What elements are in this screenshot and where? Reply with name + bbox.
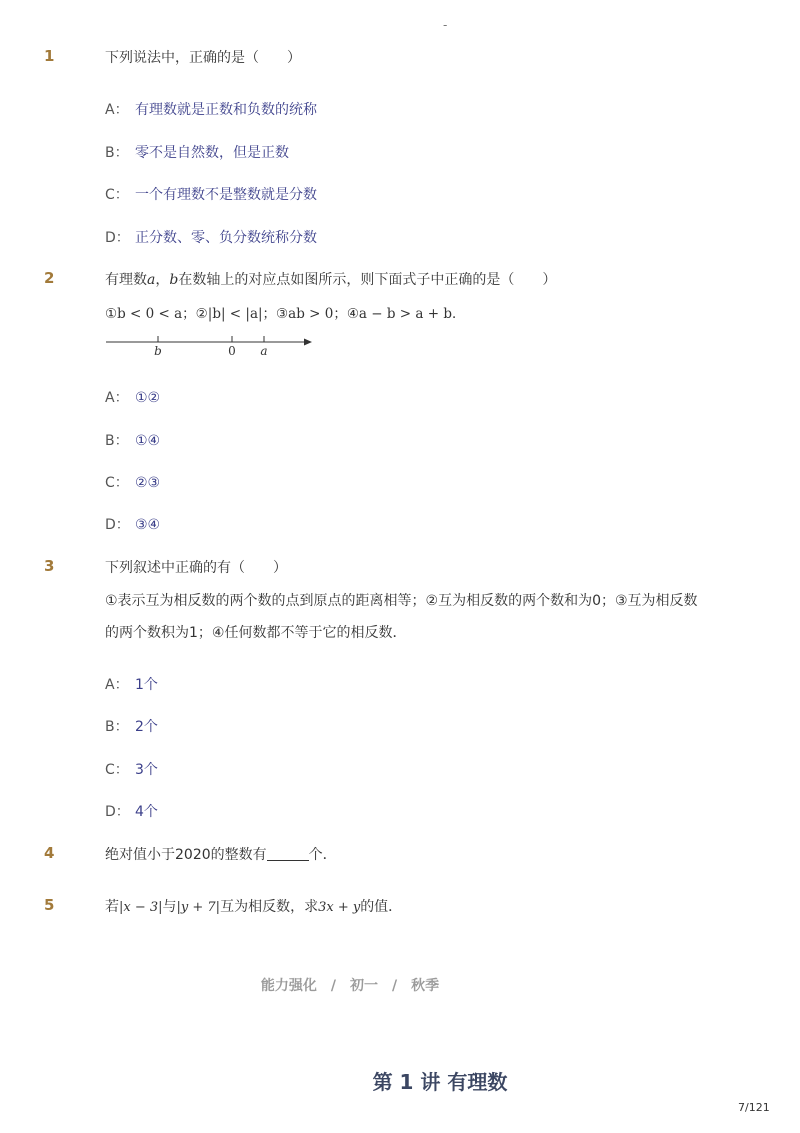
variable-a: a bbox=[147, 272, 156, 288]
question-2-stem bbox=[105, 269, 556, 289]
stem-text: 与 bbox=[162, 899, 177, 915]
stem-text: 的值． bbox=[360, 899, 403, 915]
question-number-5: 5 bbox=[44, 896, 55, 914]
number-line bbox=[100, 330, 320, 358]
option-label: A： bbox=[105, 390, 129, 406]
lecture-title: 第 1 讲 有理数 bbox=[372, 1070, 508, 1094]
option-text: 零不是自然数，但是正数 bbox=[135, 145, 289, 161]
option-text: 正分数、零、负分数统称分数 bbox=[135, 230, 317, 246]
question-number-2: 2 bbox=[44, 269, 55, 287]
number-line-label-0: 0 bbox=[228, 344, 236, 358]
variable-b: b bbox=[169, 272, 179, 288]
stem-text: 在数轴上的对应点如图所示，则下面式子中正确的是（ ） bbox=[178, 272, 557, 288]
q1-option-d[interactable] bbox=[105, 227, 317, 247]
option-text: ③④ bbox=[135, 517, 161, 533]
stem-text: 有理数 bbox=[105, 272, 147, 288]
stem-comma: ， bbox=[155, 272, 170, 288]
option-text: ②③ bbox=[135, 475, 161, 491]
question-5-stem bbox=[105, 896, 402, 916]
q3-option-a[interactable] bbox=[105, 674, 158, 694]
option-label: D： bbox=[105, 804, 130, 820]
option-text: 有理数就是正数和负数的统称 bbox=[135, 102, 317, 118]
q1-option-b[interactable] bbox=[105, 142, 289, 162]
question-number-3: 3 bbox=[44, 557, 55, 575]
q3-option-d[interactable] bbox=[105, 801, 158, 821]
number-line-label-b: b bbox=[154, 344, 162, 358]
option-text: 3个 bbox=[135, 762, 158, 778]
question-number-4: 4 bbox=[44, 844, 55, 862]
option-text: 一个有理数不是整数就是分数 bbox=[135, 187, 317, 203]
option-label: B： bbox=[105, 145, 129, 161]
option-label: C： bbox=[105, 187, 129, 203]
option-label: A： bbox=[105, 102, 129, 118]
q2-option-c[interactable] bbox=[105, 472, 160, 492]
number-line-arrow bbox=[304, 339, 312, 346]
option-label: D： bbox=[105, 517, 130, 533]
question-4-stem bbox=[105, 844, 337, 864]
q2-option-d[interactable] bbox=[105, 514, 160, 534]
option-text: 1个 bbox=[135, 677, 158, 693]
q2-option-a[interactable] bbox=[105, 387, 160, 407]
header-mark: - bbox=[443, 18, 448, 32]
option-text: 2个 bbox=[135, 719, 158, 735]
question-3-line-3: 的两个数积为1；④任何数都不等于它的相反数． bbox=[105, 625, 407, 641]
q3-option-c[interactable] bbox=[105, 759, 158, 779]
q1-option-c[interactable] bbox=[105, 184, 317, 204]
page-number: 7/121 bbox=[738, 1101, 770, 1114]
option-label: C： bbox=[105, 762, 129, 778]
question-number-1: 1 bbox=[44, 47, 55, 65]
number-line-label-a: a bbox=[260, 344, 268, 358]
question-1-stem: 下列说法中，正确的是（ ） bbox=[105, 50, 301, 66]
question-3-line-2: ①表示互为相反数的两个数的点到原点的距离相等；②互为相反数的两个数和为0；③互为相反数 bbox=[105, 593, 698, 609]
option-text: ①④ bbox=[135, 433, 161, 449]
expression-3: 3x + y bbox=[318, 900, 361, 915]
option-text: ①② bbox=[135, 390, 161, 406]
option-text: 4个 bbox=[135, 804, 158, 820]
q1-option-a[interactable] bbox=[105, 99, 317, 119]
footer-subtitle: 能力强化 / 初一 / 秋季 bbox=[260, 978, 440, 994]
option-label: D： bbox=[105, 230, 130, 246]
option-label: A： bbox=[105, 677, 129, 693]
question-2-formula: ①b < 0 < a；②|b| < |a|；③ab > 0；④a − b > a + b． bbox=[105, 306, 466, 322]
option-label: C： bbox=[105, 475, 129, 491]
stem-text: 绝对值小于2020的整数有 bbox=[105, 847, 267, 863]
question-3-stem: 下列叙述中正确的有（ ） bbox=[105, 560, 287, 576]
q2-option-b[interactable] bbox=[105, 430, 160, 450]
q3-option-b[interactable] bbox=[105, 716, 158, 736]
answer-blank[interactable] bbox=[267, 846, 309, 861]
expression-2: |y + 7| bbox=[176, 900, 221, 915]
stem-text: 个． bbox=[308, 847, 337, 863]
expression-1: |x − 3| bbox=[119, 900, 163, 915]
stem-text: 若 bbox=[105, 899, 119, 915]
stem-text: 互为相反数，求 bbox=[220, 899, 319, 915]
option-label: B： bbox=[105, 719, 129, 735]
option-label: B： bbox=[105, 433, 129, 449]
